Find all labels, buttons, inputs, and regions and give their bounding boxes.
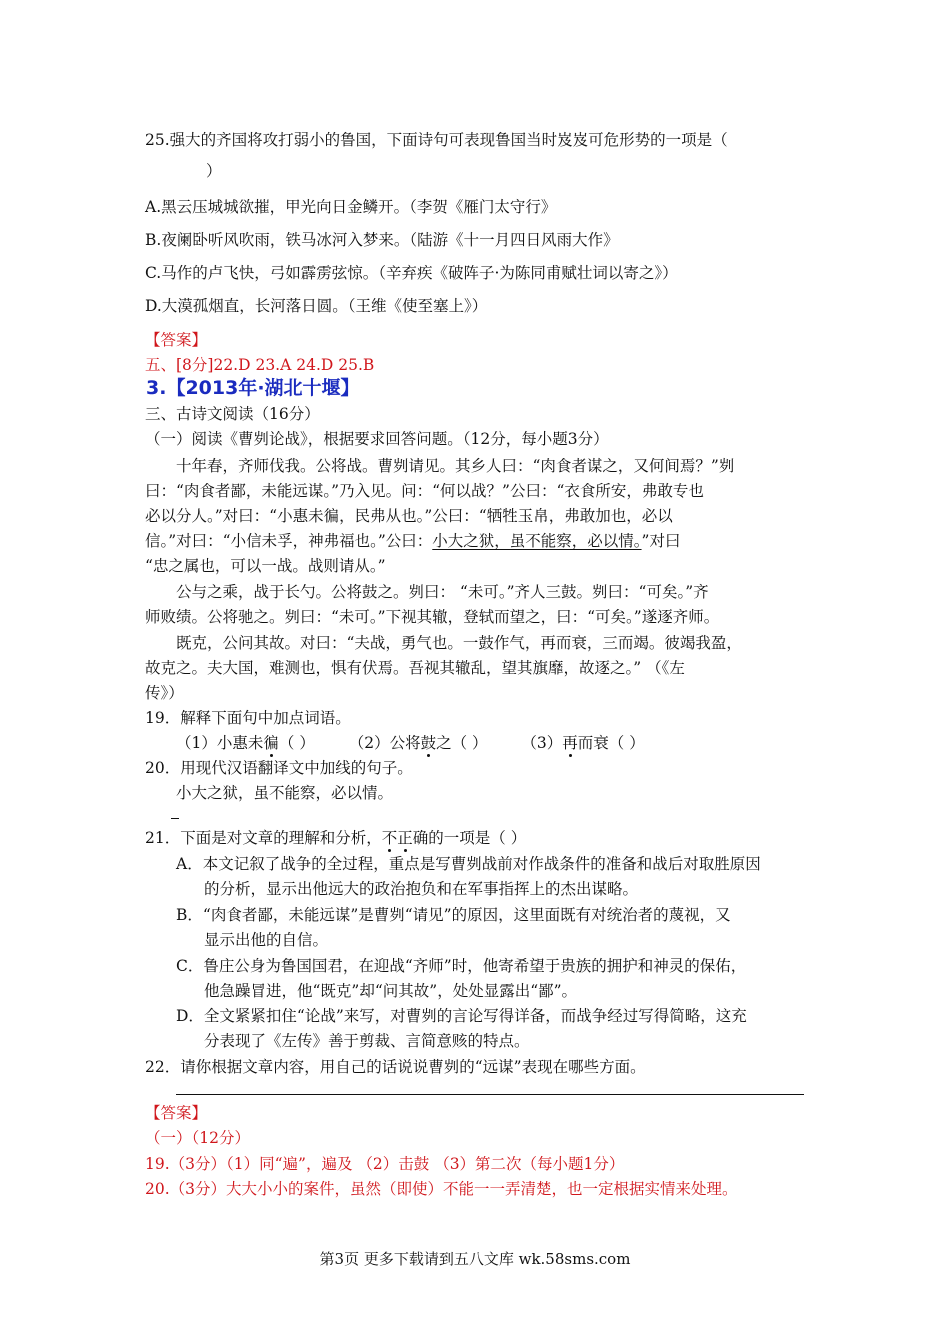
answer-label: 【答案】 <box>145 1104 208 1122</box>
answer-blank-line <box>176 1094 804 1095</box>
passage-line: 十年春，齐师伐我。公将战。曹刿请见。其乡人曰：“肉食者谋之，又何间焉？”刿 <box>176 457 735 475</box>
section-subheading: 三、古诗文阅读（16分） <box>145 405 320 423</box>
passage-line: 传》） <box>145 684 184 702</box>
q25-stem: 25.强大的齐国将攻打弱小的鲁国，下面诗句可表现鲁国当时岌岌可危形势的一项是（ <box>145 131 728 149</box>
q21-option-d-cont: 分表现了《左传》善于剪裁、言简意赅的特点。 <box>204 1032 530 1050</box>
part-instruction: （一）阅读《曹刿论战》，根据要求回答问题。（12分，每小题3分） <box>145 430 609 448</box>
q21-option-c: C．鲁庄公身为鲁国国君，在迎战“齐师”时，他寄希望于贵族的拥护和神灵的保佑， <box>176 957 747 975</box>
passage-line: “忠之属也，可以一战。战则请从。” <box>145 557 386 575</box>
passage-line: 故克之。夫大国，难测也，惧有伏焉。吾视其辙乱，望其旗靡，故逐之。” （《左 <box>145 659 685 677</box>
q21-option-a: A．本文记叙了战争的全过程，重点是写曹刿战前对作战条件的准备和战后对取胜原因 <box>176 855 761 873</box>
q22-stem: 22．请你根据文章内容，用自己的话说说曹刿的“远谋”表现在哪些方面。 <box>145 1058 646 1076</box>
q25-option-d: D.大漠孤烟直，长河落日圆。（王维《使至塞上》） <box>145 297 488 315</box>
dotted-word: 正 <box>397 829 413 847</box>
dotted-word: 鼓 <box>420 734 437 752</box>
blank-mark <box>171 818 179 819</box>
passage-line: 曰：“肉食者鄙，未能远谋。”乃入见。问：“何以战？”公曰：“衣食所安，弗敢专也 <box>145 482 704 500</box>
passage-line: 公与之乘，战于长勺。公将鼓之。刿曰： “未可。”齐人三鼓。刿曰：“可矣。”齐 <box>176 583 709 601</box>
answer-part: （一）（12分） <box>145 1129 250 1147</box>
q20-stem: 20．用现代汉语翻译文中加线的句子。 <box>145 759 413 777</box>
q25-option-b: B.夜阑卧听风吹雨，铁马冰河入梦来。（陆游《十一月四日风雨大作》 <box>145 231 619 249</box>
q21-stem: 21．下面是对文章的理解和分析，不正确的一项是（ ） <box>145 829 527 847</box>
q25-stem-close: ） <box>206 162 222 180</box>
page-footer: 第3页 更多下载请到五八文库 wk.58sms.com <box>319 1250 631 1268</box>
passage-line: 师败绩。公将驰之。刿曰：“未可。”下视其辙，登轼而望之，曰：“可矣。”遂逐齐师。 <box>145 608 720 626</box>
q19-items: （1）小惠未徧（ ） （2）公将鼓之（ ） （3）再而衰（ ） <box>176 734 645 752</box>
answer-line: 五、[8分]22.D 23.A 24.D 25.B <box>145 356 375 374</box>
dotted-word: 再 <box>562 734 578 752</box>
passage-line: 必以分人。”对曰：“小惠未徧，民弗从也。”公曰：“牺牲玉帛，弗敢加也，必以 <box>145 507 673 525</box>
dotted-word: 徧 <box>263 734 279 752</box>
q21-option-c-cont: 他急躁冒进，他“既克”却“问其故”，处处显露出“鄙”。 <box>204 982 578 1000</box>
passage-line: 既克，公问其故。对曰：“夫战，勇气也。一鼓作气，再而衰，三而竭。彼竭我盈， <box>176 634 742 652</box>
underlined-sentence: 小大之狱，虽不能察，必以情。 <box>432 532 642 550</box>
q25-option-a: A.黑云压城城欲摧，甲光向日金鳞开。（李贺《雁门太守行》 <box>145 198 557 216</box>
answer-label: 【答案】 <box>145 331 208 349</box>
q20-sentence: 小大之狱，虽不能察，必以情。 <box>176 784 394 802</box>
q21-option-d: D．全文紧紧扣住“论战”来写，对曹刿的言论写得详备，而战争经过写得简略，这充 <box>176 1007 747 1025</box>
q21-option-b: B．“肉食者鄙，未能远谋”是曹刿“请见”的原因，这里面既有对统治者的蔑视，又 <box>176 906 731 924</box>
q25-option-c: C.马作的卢飞快，弓如霹雳弦惊。（辛弃疾《破阵子·为陈同甫赋壮词以寄之》） <box>145 264 678 282</box>
dotted-word: 不 <box>381 829 398 847</box>
section-heading: 3.【2013年·湖北十堰】 <box>146 377 360 399</box>
q21-option-a-cont: 的分析，显示出他远大的政治抱负和在军事指挥上的杰出谋略。 <box>204 880 639 898</box>
passage-line: 信。”对曰：“小信未孚，神弗福也。”公曰：小大之狱，虽不能察，必以情。”对曰 <box>145 532 681 550</box>
answer-20: 20.（3分）大大小小的案件，虽然（即使）不能一一弄清楚，也一定根据实情来处理。 <box>145 1180 738 1198</box>
answer-19: 19.（3分）（1）同“遍”，遍及 （2）击鼓 （3）第二次（每小题1分） <box>145 1155 625 1173</box>
q21-option-b-cont: 显示出他的自信。 <box>204 931 329 949</box>
q19-stem: 19．解释下面句中加点词语。 <box>145 709 351 727</box>
